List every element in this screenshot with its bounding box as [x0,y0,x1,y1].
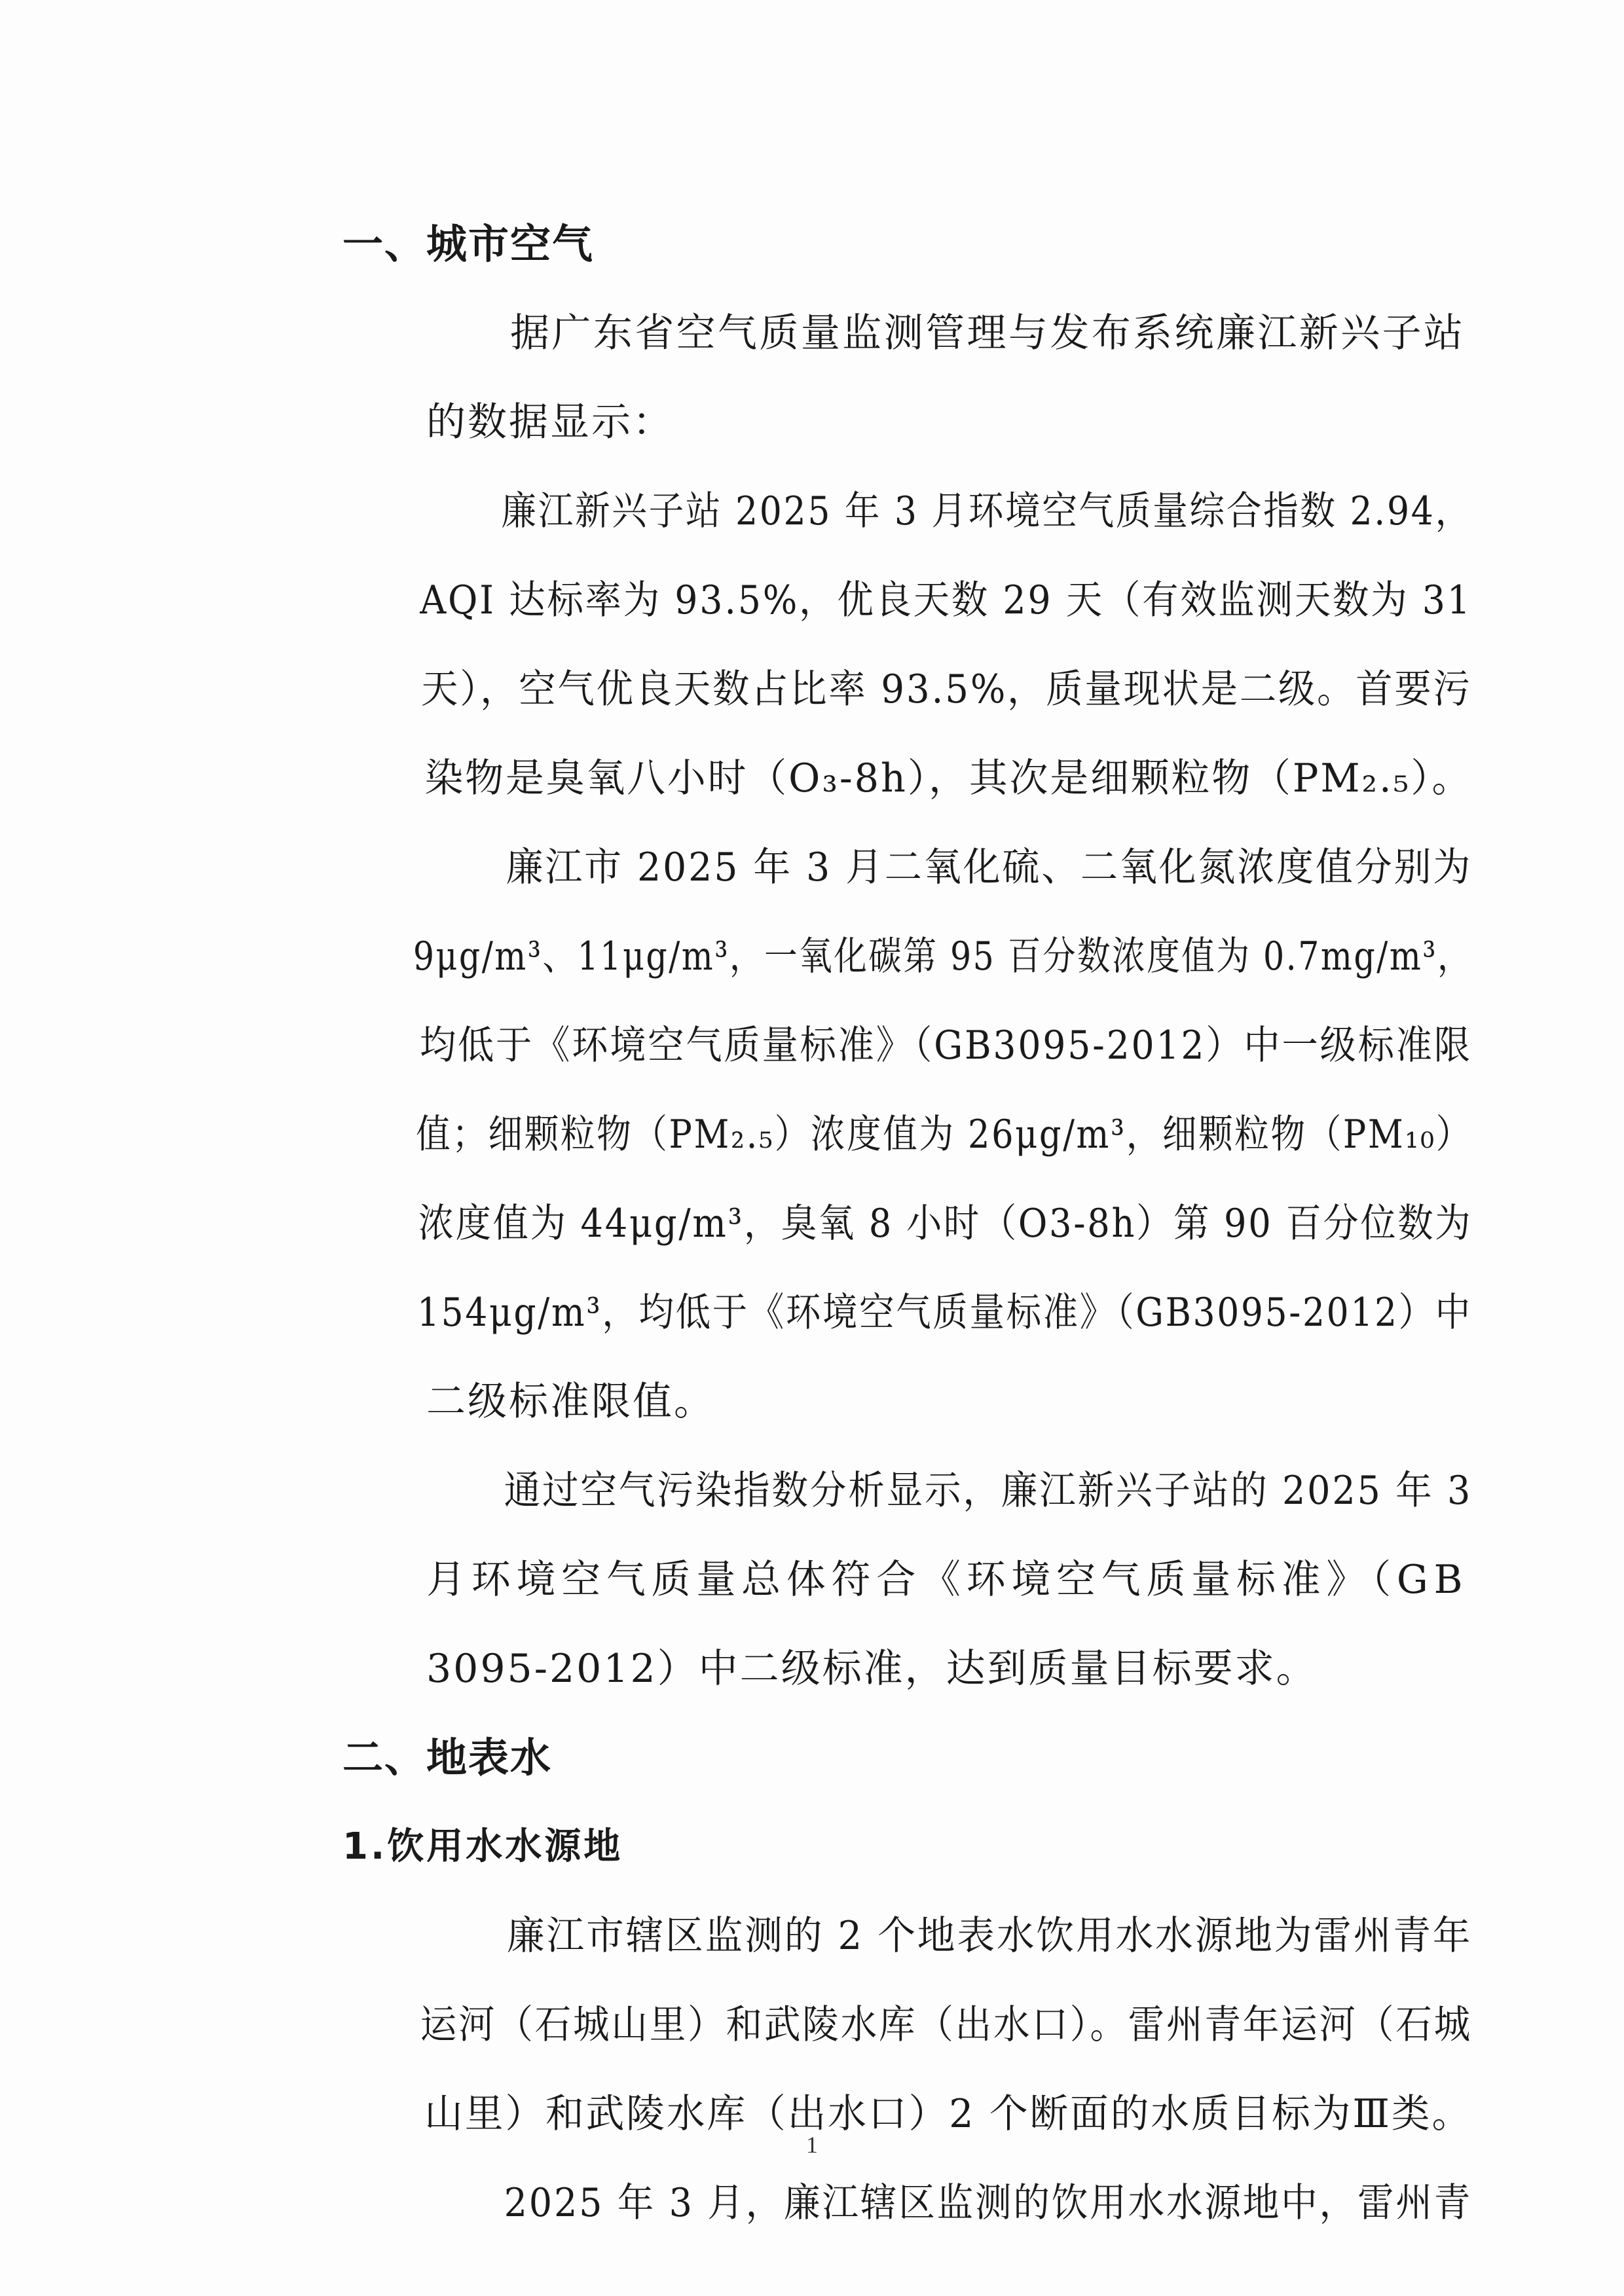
text-line: 天），空气优良天数占比率 93.5%，质量现状是二级。首要污 [421,666,1472,712]
text-line: 染物是臭氧八小时（O₃-8h），其次是细颗粒物（PM₂.₅）。 [424,756,1473,801]
text-line: 2025 年 3 月，廉江辖区监测的饮用水水源地中，雷州青 [504,2180,1473,2226]
paragraph-air-pollutants [259,823,1473,1446]
text-line: 均低于《环境空气质量标准》（GB3095-2012）中一级标准限 [419,1023,1472,1068]
text-line: 廉江市 2025 年 3 月二氧化硫、二氧化氮浓度值分别为 [506,845,1473,890]
text-line: 3095-2012）中二级标准，达到质量目标要求。 [426,1646,1318,1692]
text-line: 值；细颗粒物（PM₂.₅）浓度值为 26μg/m³，细颗粒物（PM₁₀） [416,1112,1472,1157]
document-body [259,200,1473,2248]
page-number: 1 [806,2132,818,2158]
text-line: 浓度值为 44μg/m³，臭氧 8 小时（O3-8h）第 90 百分位数为 [418,1201,1473,1247]
text-line: 运河（石城山里）和武陵水库（出水口）。雷州青年运河（石城 [420,2002,1472,2048]
text-line: 山里）和武陵水库（出水口）2 个断面的水质目标为Ⅲ类。 [424,2091,1473,2137]
text-line: 9μg/m³、11μg/m³，一氧化碳第 95 百分数浓度值为 0.7mg/m³， [413,934,1473,979]
section-heading-water: 二、地表水 [342,1734,553,1781]
text-line: 通过空气污染指数分析显示，廉江新兴子站的 2025 年 3 [504,1468,1473,1514]
paragraph-air-source [259,289,1466,467]
text-line: 的数据显示： [426,399,674,445]
paragraph-air-index [259,467,1473,823]
paragraph-water-results [259,2159,1473,2248]
section-heading-air: 一、城市空气 [342,220,595,268]
paragraph-water-sources [259,1891,1473,2159]
text-line: 廉江市辖区监测的 2 个地表水饮用水水源地为雷州青年 [506,1913,1473,1959]
text-line: 二级标准限值。 [426,1379,715,1425]
text-line: 据广东省空气质量监测管理与发布系统廉江新兴子站 [510,310,1466,356]
text-line: 廉江新兴子站 2025 年 3 月环境空气质量综合指数 2.94， [501,488,1472,534]
subsection-heading-drinking-water: 1.饮用水水源地 [342,1825,623,1868]
text-line: AQI 达标率为 93.5%，优良天数 29 天（有效监测天数为 31 [420,577,1472,623]
paragraph-air-conclusion [259,1446,1473,1713]
text-line: 154μg/m³，均低于《环境空气质量标准》（GB3095-2012）中 [416,1290,1472,1336]
text-line: 月环境空气质量总体符合《环境空气质量标准》（GB [426,1557,1469,1603]
